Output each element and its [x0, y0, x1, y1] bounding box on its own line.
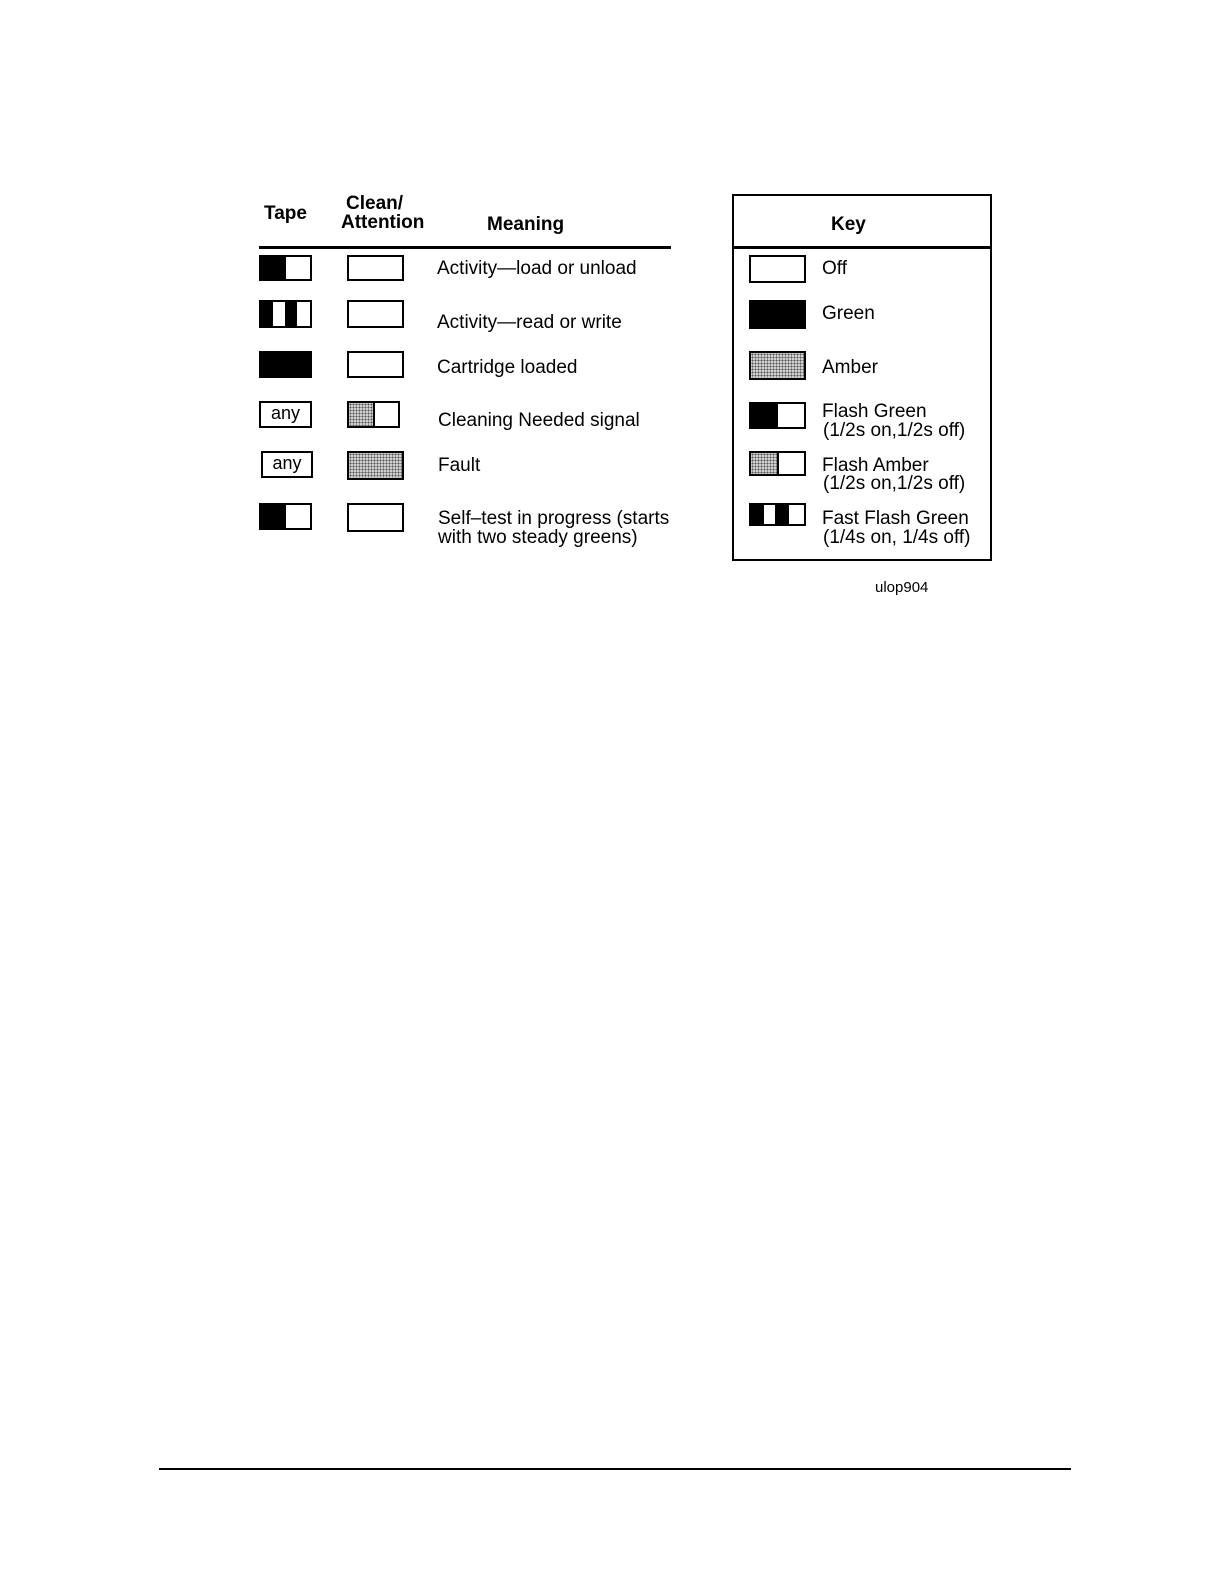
meaning-text: Activity—load or unload	[437, 258, 637, 279]
key-swatch-fast-flash-green	[749, 503, 806, 526]
tape-indicator	[259, 503, 312, 530]
meaning-text: Self–test in progress (starts	[438, 508, 670, 529]
key-swatch-off	[749, 255, 806, 283]
tape-indicator	[259, 401, 312, 428]
any-label: any	[270, 403, 301, 423]
key-label: Fast Flash Green	[822, 508, 969, 529]
key-label-line2: (1/2s on,1/2s off)	[823, 420, 966, 441]
key-label: Amber	[822, 357, 878, 378]
clean-indicator	[347, 300, 404, 328]
key-title-rule	[732, 246, 992, 249]
meaning-text: Fault	[438, 455, 481, 476]
tape-indicator	[259, 255, 312, 281]
key-label-line2: (1/4s on, 1/4s off)	[823, 527, 971, 548]
header-clean-line1: Clean/	[346, 193, 404, 214]
header-meaning: Meaning	[487, 214, 565, 235]
key-swatch-amber	[749, 351, 806, 380]
clean-indicator	[347, 451, 404, 480]
key-label: Off	[822, 258, 847, 279]
key-label: Flash Amber	[822, 455, 929, 476]
key-title: Key	[831, 214, 866, 235]
tape-indicator	[259, 300, 312, 328]
key-label: Green	[822, 303, 875, 324]
clean-indicator	[347, 401, 400, 428]
clean-indicator	[347, 351, 404, 378]
clean-indicator	[347, 255, 404, 281]
tape-indicator	[261, 451, 313, 478]
meaning-text: Activity—read or write	[437, 312, 622, 333]
header-clean-line2: Attention	[341, 212, 425, 233]
key-swatch-flash-green	[749, 402, 806, 429]
meaning-text-line2: with two steady greens)	[438, 527, 638, 548]
clean-indicator	[347, 503, 404, 532]
figure-id: ulop904	[875, 579, 929, 596]
key-label-line2: (1/2s on,1/2s off)	[823, 473, 966, 494]
tape-indicator	[259, 351, 312, 378]
key-swatch-green	[749, 300, 806, 329]
any-label: any	[272, 453, 302, 473]
meaning-text: Cartridge loaded	[437, 357, 578, 378]
header-tape: Tape	[264, 203, 307, 224]
key-swatch-flash-amber	[749, 451, 806, 476]
table-header-rule	[259, 246, 671, 249]
footer-rule	[159, 1468, 1071, 1470]
key-label: Flash Green	[822, 401, 927, 422]
meaning-text: Cleaning Needed signal	[438, 410, 640, 431]
